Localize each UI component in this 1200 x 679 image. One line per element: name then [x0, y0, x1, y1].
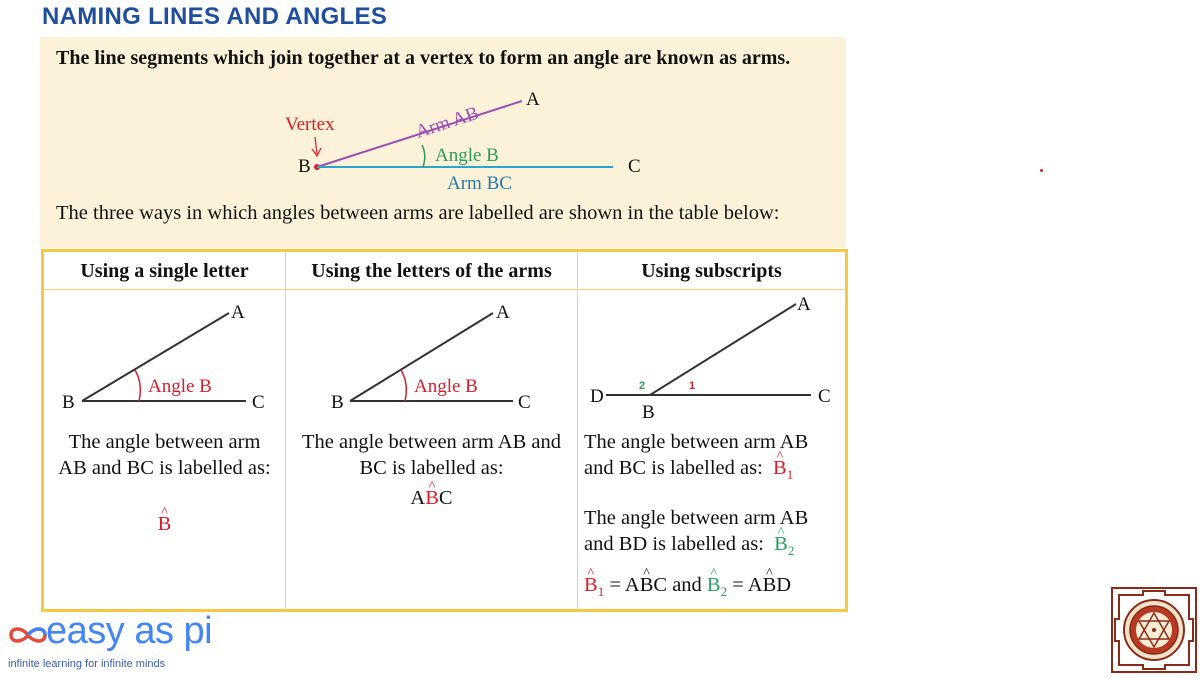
arm-bc-label: Arm BC — [447, 173, 512, 194]
angle-arc — [401, 370, 406, 401]
arm-letters-diagram — [286, 290, 577, 420]
red-dot — [1040, 169, 1043, 172]
svg-text:C: C — [518, 392, 531, 413]
angle-arc — [422, 145, 425, 167]
svg-text:B: B — [62, 392, 75, 413]
angle-b-label: Angle B — [435, 145, 499, 166]
intro-table-text: The three ways in which angles between arms are labelled are shown in the table below: — [56, 202, 780, 224]
angle-1-label: 1 — [689, 380, 696, 392]
logo-name: easy as pi — [46, 610, 213, 652]
single-letter-diagram — [44, 290, 285, 420]
angle-b-label: Angle B — [148, 376, 212, 397]
intro-text: The line segments which join together at a vertex to form an angle are known as arms. — [56, 47, 791, 69]
svg-text:A: A — [797, 294, 811, 315]
arm-ab-line — [650, 304, 796, 395]
single-letter-notation: ^ B — [54, 511, 275, 537]
svg-text:A: A — [231, 302, 245, 323]
angle-b-label: Angle B — [414, 376, 478, 397]
subscripts-equation: ^ $B_1$ = A^ BC and ^ $B_2$ = A^ BD — [584, 572, 841, 605]
labelling-table — [41, 249, 848, 612]
point-c-label: C — [628, 156, 641, 177]
svg-text:A: A — [496, 302, 510, 323]
point-a-label: A — [526, 92, 540, 110]
intro-panel — [40, 37, 846, 248]
header-single-letter: Using a single letter — [80, 260, 249, 282]
vertex-label: Vertex — [285, 114, 335, 135]
header-subscripts: Using subscripts — [641, 260, 782, 282]
subscripts-diagram — [578, 290, 845, 420]
subscripts-description-2: The angle between arm AB and BD is labelled as: ^ $B_2$ — [584, 505, 841, 564]
angle-2-label: 2 — [639, 380, 646, 392]
infinity-icon — [8, 624, 48, 646]
svg-text:C: C — [818, 386, 831, 407]
svg-text:B: B — [331, 392, 344, 413]
arm-letters-notation: A^ BC — [296, 485, 567, 511]
point-b-label: B — [298, 156, 311, 177]
svg-text:B: B — [642, 402, 655, 420]
page-title: NAMING LINES AND ANGLES — [42, 3, 388, 30]
arm-ab-label: Arm AB — [413, 102, 482, 143]
header-arm-letters: Using the letters of the arms — [311, 260, 552, 282]
subscripts-description-1: The angle between arm AB and BC is labelled as: ^ $B_1$ — [584, 429, 841, 488]
arms-diagram — [270, 92, 650, 202]
yantra-seal-icon — [1111, 587, 1197, 673]
arm-letters-description: The angle between arm AB and BC is labelled as: — [301, 431, 561, 479]
point-d-label: D — [590, 386, 604, 407]
single-letter-description: The angle between arm AB and BC is labelled as: — [58, 431, 271, 479]
logo-tagline: infinite learning for infinite minds — [8, 658, 166, 670]
angle-arc — [135, 370, 140, 401]
svg-text:C: C — [252, 392, 265, 413]
